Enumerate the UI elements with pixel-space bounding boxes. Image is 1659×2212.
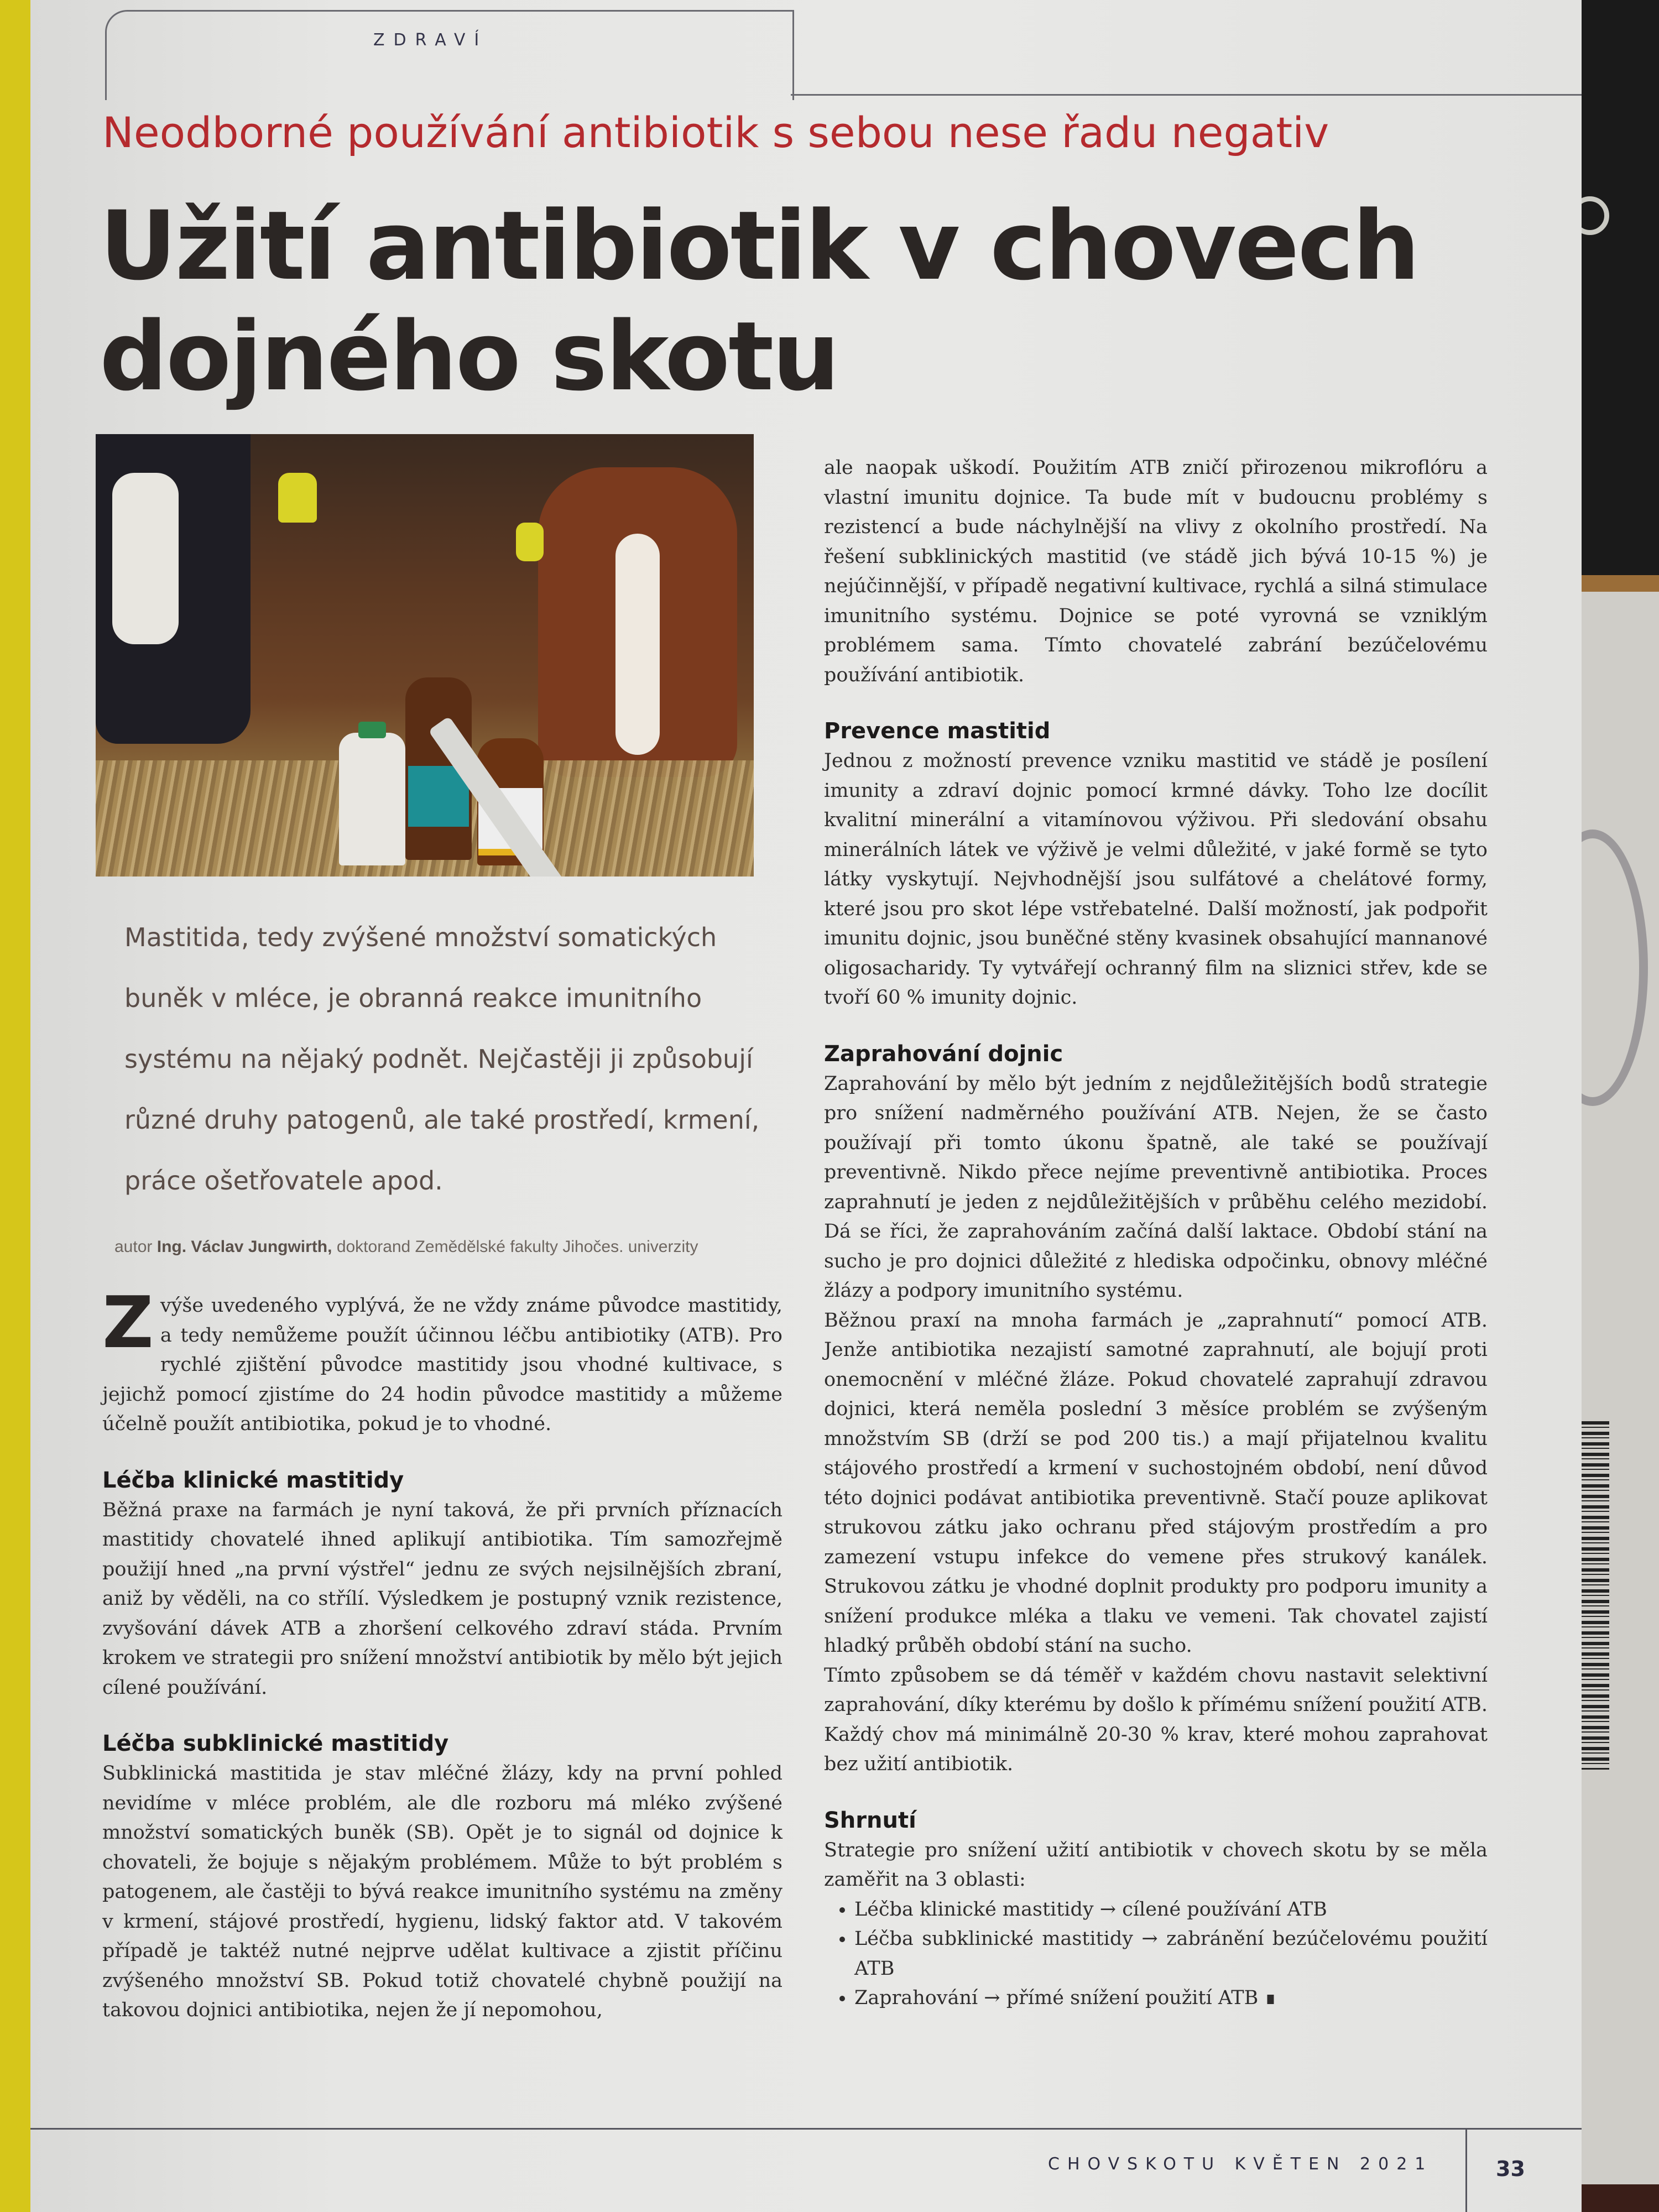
section-heading: Prevence mastitid xyxy=(824,718,1051,744)
paragraph: Subklinická mastitida je stav mléčné žlázy, kdy na první pohled nevidíme v mléce problém, ale dle rozboru má mléko zvýšené množství somatických buněk (SB). Opět je to signál od dojnice k chovateli, že bojuje s nějakým problémem. Může to být problém s patogenem, ale častěji to bývá reakce imunitního systému na změny v krmení, stájové prostředí, hygienu, lidský faktor atd. V takovém případě je taktéž nutné nejprve udělat kultivace a zjistit příčinu zvýšeného množství SB. Pokud totiž chovatelé chybně použijí na takovou dojnici antibiotika, nejen že jí nepomohou, xyxy=(102,1762,782,2021)
lead-paragraph xyxy=(102,1282,782,1439)
footer-rule xyxy=(30,2128,1582,2130)
summary-item: • Léčba klinické mastitidy → cílené používání ATB xyxy=(854,1895,1488,1925)
cow-left-patch xyxy=(112,473,179,644)
paragraph: Strategie pro snížení užití antibiotik v chovech skotu by se měla zaměřit na 3 oblasti: xyxy=(824,1839,1488,1891)
article-column-right xyxy=(824,453,1488,2013)
paragraph: Zaprahování by mělo být jedním z nejdůležitějších bodů strategie pro snížení nadměrného používání ATB. Nejen, že se často používají při tomto úkonu špatně, ale také se používají preventivně. Nikdo přece nejíme preventivně antibiotika. Proces zaprahnutí je jeden z nejdůležitějších v průběhu celého mezidobí. Dá se říci, že zaprahováním začíná další laktace. Období stání na sucho je pro dojnici důležité z hlediska odpočinku, obnovy mléčné žlázy a podpory imunitního systému. xyxy=(824,1072,1488,1302)
article-photo xyxy=(96,434,754,877)
page-number: 33 xyxy=(1496,2157,1525,2181)
bottle-cap xyxy=(358,722,386,738)
dropcap: Z xyxy=(102,1282,154,1364)
byline-author: Ing. Václav Jungwirth, xyxy=(156,1238,332,1256)
cow-right-blaze xyxy=(615,534,660,755)
section-heading: Zaprahování dojnic xyxy=(824,1041,1063,1067)
section-heading: Shrnutí xyxy=(824,1807,916,1833)
medicine-bottle-icon xyxy=(339,733,405,865)
paragraph: Běžná praxe na farmách je nyní taková, že při prvních příznacích mastitidy chovatelé ihned aplikují antibiotika. Tím samozřejmě použijí hned „na první výstřel“ jednu ze svých nejsilnějších zbraní, aniž by věděli, na co střílí. Výsledkem je postupný vznik rezistence, zvyšování dávek ATB a zhoršení celkového zdraví stáda. Prvním krokem ve strategii pro snížení množství antibiotik by mělo být jejich cílené používání. xyxy=(102,1499,782,1699)
neighbor-page-edge xyxy=(0,0,30,2212)
byline xyxy=(114,1238,789,1256)
summary-item: • Léčba subklinické mastitidy → zabránění bezúčelovému použití ATB xyxy=(854,1924,1488,1984)
paragraph: Tímto způsobem se dá téměř v každém chovu nastavit selektivní zaprahování, díky kterému by došlo k přímému snížení použití ATB. Každý chov má minimálně 20-30 % krav, které mohou zaprahovat bez užití antibiotik. xyxy=(824,1664,1488,1775)
section-heading: Léčba subklinické mastitidy xyxy=(102,1731,449,1756)
byline-prefix: autor xyxy=(114,1238,153,1256)
byline-affiliation: doktorand Zemědělské fakulty Jihočes. univerzity xyxy=(336,1238,698,1256)
paragraph: Běžnou praxí na mnoha farmách je „zaprahnutí“ pomocí ATB. Jenže antibiotika nezajistí samotné zaprahnutí, ale bojují proti onemocnění v mléčné žláze. Pokud chovatelé zaprahují zdravou dojnici, která neměla poslední 3 měsíce problém se zvýšeným množstvím SB (drží se pod 200 tis.) a mají přijatelnou kvalitu stájového prostředí a krmení v suchostojném období, není důvod této dojnici podávat antibiotika preventivně. Stačí pouze aplikovat strukovou zátku jako ochranu před stájovým prostředím a pro zamezení vstupu infekce do vemene přes strukový kanálek. Strukovou zátku je vhodné doplnit produkty pro podporu imunity a snížení produkce mléka a tlaku ve vemeni. Tak chovatel zajistí hladký průběh období stání na sucho. xyxy=(824,1309,1488,1657)
lead-text: výše uvedeného vyplývá, že ne vždy známe původce mastitidy, a tedy nemůžeme použít účinnou léčbu antibiotiky (ATB). Pro rychlé zjištění původce mastitidy jsou vhodné kultivace, s jejichž pomocí zjistíme do 24 hodin původce mastitidy a můžeme účelně použít antibiotika, pokud je to vhodné. xyxy=(102,1295,782,1435)
ear-tag-icon xyxy=(278,473,317,523)
footer-divider xyxy=(1465,2129,1467,2212)
page-title xyxy=(100,191,1427,412)
title-line-1: Užití antibiotik v chovech xyxy=(100,190,1418,301)
summary-item: • Zaprahování → přímé snížení použití ATB ∎ xyxy=(854,1984,1488,2013)
header-tab xyxy=(105,10,794,100)
magazine-page xyxy=(30,0,1582,2212)
paragraph: Jednou z možností prevence vzniku mastitid ve stádě je posílení imunity a zdraví dojnic pomocí krmné dávky. Toho lze docílit kvalitní minerální a vitamínovou výživou. Při sledování obsahu minerálních látek ve výživě je velmi důležité, v jaké formě se tyto látky vyskytují. Nejvhodnější jsou sulfátové a chelátové formy, které jsou pro skot lépe vstřebatelné. Další možností, jak podpořit imunitu dojnic, jsou buněčné stěny kvasinek obsahující mannanové oligosacharidy. Ty vytvářejí ochranný film na sliznici střev, kde se tvoří 60 % imunity dojnic. xyxy=(824,750,1488,1009)
footer-magazine-issue: CHOVSKOTU KVĚTEN 2021 xyxy=(1048,2154,1433,2174)
kicker: Neodborné používání antibiotik s sebou nese řadu negativ xyxy=(102,108,1329,157)
section-heading: Léčba klinické mastitidy xyxy=(102,1467,404,1493)
paragraph: ale naopak uškodí. Použitím ATB zničí přirozenou mikroflóru a vlastní imunitu dojnice. Ta bude mít v budoucnu problémy s rezistencí a bude náchylnější na vlivy z okolního prostředí. Na řešení subklinických mastitid (ve stádě jich bývá 10-15 %) je nejúčinnější, v případě negativní kultivace, rychlá a silná stimulace imunitního systému. Dojnice se poté vyrovná se vzniklým problémem sama. Tímto chovatelé zabrání bezúčelovému používání antibiotik. xyxy=(824,457,1488,686)
header-rule xyxy=(791,94,1582,96)
title-line-2: dojného skotu xyxy=(100,301,838,412)
summary-list xyxy=(824,1895,1488,2013)
intro-pullquote: Mastitida, tedy zvýšené množství somatických buněk v mléce, je obranná reakce imunitního systému na nějaký podnět. Nejčastěji ji způsobují různé druhy patogenů, ale také prostředí, krmení, práce ošetřovatele apod. xyxy=(124,922,760,1196)
article-column-left xyxy=(102,1282,782,2026)
section-label: ZDRAVÍ xyxy=(373,30,488,50)
ear-tag-icon xyxy=(516,523,544,561)
